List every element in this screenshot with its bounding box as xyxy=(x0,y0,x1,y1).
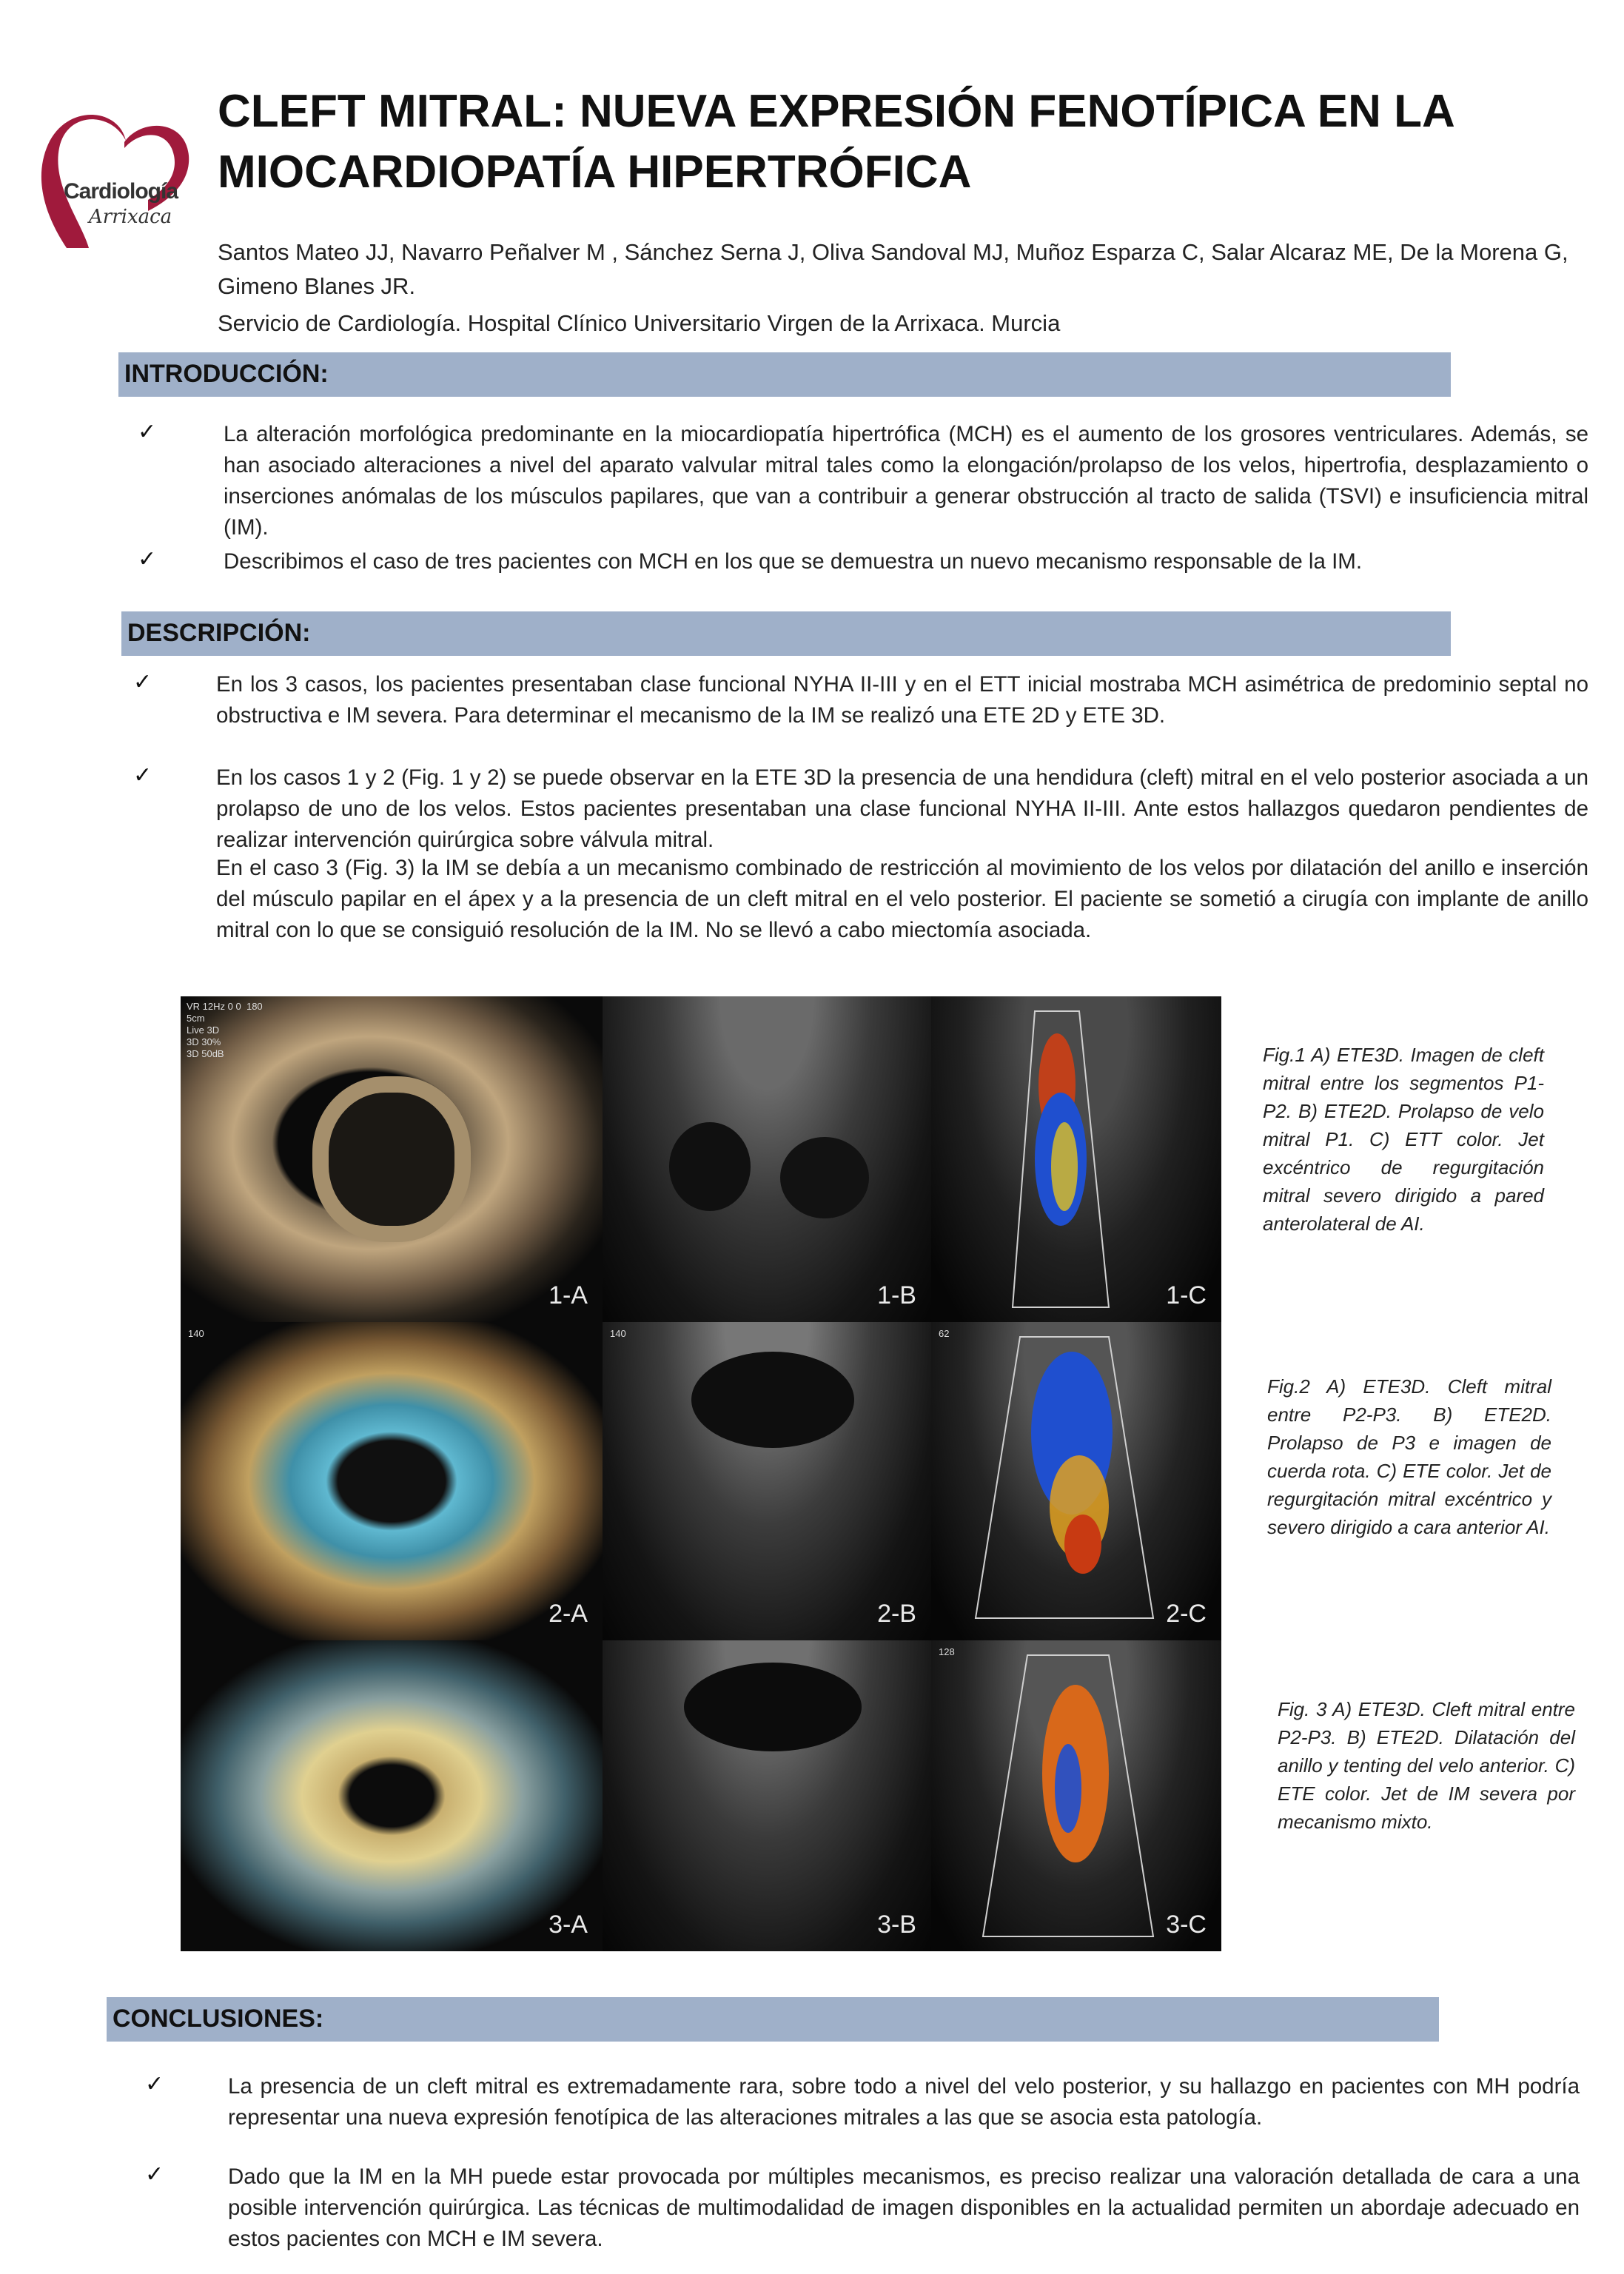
cardiologia-arrixaca-logo xyxy=(37,111,200,252)
desc-bullet-text: En los 3 casos, los pacientes presentaban clase funcional NYHA II-III y en el ETT inicial mostraba MCH asimétrica de predominio septal no obstructiva e IM severa. Para determinar el mecanismo de la IM se realizó una ETE 2D y ETE 3D. xyxy=(216,672,1588,728)
doppler-jet-icon xyxy=(931,1322,1221,1640)
desc-paragraph-case-3: En el caso 3 (Fig. 3) la IM se debía a un mecanismo combinado de restricción al movimiento de los velos por dilatación del anillo e inserción del músculo papilar en el ápex y a la presencia de un cleft mitral en el velo posterior. El paciente se sometió a cirugía con implante de anillo mitral con lo que se consiguió resolución de la IM. No se llevó a cabo miectomía asociada. xyxy=(216,856,1588,942)
doppler-jet-icon xyxy=(931,1640,1221,1951)
authors: Santos Mateo JJ, Navarro Peñalver M , Sánchez Serna J, Oliva Sandoval MJ, Muñoz Esparza C, Salar Alcaraz ME, De la Morena G, Gimeno Blanes JR. xyxy=(218,239,1568,299)
panel-label: 1-C xyxy=(1166,1281,1207,1309)
concl-bullet-text: La presencia de un cleft mitral es extremadamente rara, sobre todo a nivel del velo posterior, y su hallazgo en pacientes con MH podría representar una nueva expresión fenotípica de las alteraciones mitrales a las que se asocia esta patología. xyxy=(228,2074,1580,2130)
check-icon: ✓ xyxy=(138,419,157,445)
title-line-1: CLEFT MITRAL: NUEVA EXPRESIÓN FENOTÍPICA EN LA xyxy=(218,86,1455,137)
panel-label: 2-C xyxy=(1166,1600,1207,1628)
title-line-2: MIOCARDIOPATÍA HIPERTRÓFICA xyxy=(218,147,972,198)
panel-label: 2-B xyxy=(877,1600,916,1628)
panel-label: 1-B xyxy=(877,1281,916,1309)
check-icon: ✓ xyxy=(133,669,152,695)
chamber-dark xyxy=(691,1352,854,1448)
valve-orifice xyxy=(329,1093,454,1226)
check-icon: ✓ xyxy=(145,2161,164,2187)
concl-bullet-text: Dado que la IM en la MH puede estar provocada por múltiples mecanismos, es preciso realizar una valoración detallada de cara a una posible intervención quirúrgica. Las técnicas de multimodalidad de imagen disponibles en la actualidad permiten un abordaje adecuado en estos pacientes con MCH e IM severa. xyxy=(228,2164,1580,2251)
panel-3b-2d-echo xyxy=(603,1640,931,1951)
intro-bullet-text: Describimos el caso de tres pacientes con MCH en los que se demuestra un nuevo mecanismo responsable de la IM. xyxy=(224,549,1363,574)
panel-label: 3-B xyxy=(877,1911,916,1939)
panel-1c-color-doppler xyxy=(931,996,1221,1322)
angle-indicator: 140 xyxy=(188,1328,204,1339)
angle-indicator: 128 xyxy=(939,1646,955,1657)
check-icon: ✓ xyxy=(138,546,157,572)
panel-label: 3-A xyxy=(548,1911,588,1939)
panel-2b-2d-echo xyxy=(603,1322,931,1640)
chamber-dark xyxy=(780,1137,869,1218)
caption-fig-1: Fig.1 A) ETE3D. Imagen de cleft mitral entre los segmentos P1-P2. B) ETE2D. Prolapso de velo mitral P1. C) ETT color. Jet excéntrico de regurgitación mitral severo dirigido a pared anterolateral de AI. xyxy=(1263,1044,1544,1235)
poster-title xyxy=(218,81,1520,203)
check-icon: ✓ xyxy=(133,762,152,788)
section-header-introduccion: INTRODUCCIÓN: xyxy=(118,352,1451,397)
section-header-conclusiones: CONCLUSIONES: xyxy=(107,1997,1439,2042)
chamber-dark xyxy=(669,1122,751,1211)
panel-label: 3-C xyxy=(1166,1911,1207,1939)
echo-figure-grid xyxy=(181,996,1221,1951)
panel-2c-color-doppler xyxy=(931,1322,1221,1640)
panel-label: 2-A xyxy=(548,1600,588,1628)
panel-1a-overlay: VR 12Hz 0 0 180 5cm Live 3D 3D 30% 3D 50dB xyxy=(187,1001,263,1059)
panel-2a-3d-mitral xyxy=(181,1322,603,1640)
caption-fig-3: Fig. 3 A) ETE3D. Cleft mitral entre P2-P3. B) ETE2D. Dilatación del anillo y tenting del velo anterior. C) ETE color. Jet de IM severa por mecanismo mixto. xyxy=(1278,1698,1575,1833)
panel-1b-2d-echo xyxy=(603,996,931,1322)
logo-text: Cardiología xyxy=(64,179,178,204)
panel-3a-3d-mitral xyxy=(181,1640,603,1951)
doppler-jet-icon xyxy=(931,996,1221,1322)
angle-indicator: 140 xyxy=(610,1328,626,1339)
chamber-dark xyxy=(684,1663,862,1751)
panel-1a-3d-mitral xyxy=(181,996,603,1322)
intro-bullet-text: La alteración morfológica predominante en la miocardiopatía hipertrófica (MCH) es el aumento de los grosores ventriculares. Además, se han asociado alteraciones a nivel del aparato valvular mitral tales como la elongación/prolapso de los velos, hipertrofia, desplazamiento o inserciones anómalas de los músculos papilares, que van a contribuir a generar obstrucción al tracto de salida (TSVI) e insuficiencia mitral (IM). xyxy=(224,422,1588,540)
panel-label: 1-A xyxy=(548,1281,588,1309)
caption-fig-2: Fig.2 A) ETE3D. Cleft mitral entre P2-P3. B) ETE2D. Prolapso de P3 e imagen de cuerda rota. C) ETE color. Jet de regurgitación mitral excéntrico y severo dirigido a cara anterior AI. xyxy=(1267,1375,1551,1538)
angle-indicator: 62 xyxy=(939,1328,950,1339)
section-header-descripcion: DESCRIPCIÓN: xyxy=(121,611,1451,656)
desc-bullet-text: En los casos 1 y 2 (Fig. 1 y 2) se puede observar en la ETE 3D la presencia de una hendidura (cleft) mitral en el velo posterior asociada a un prolapso de uno de los velos. Estos pacientes presentaban una clase funcional NYHA II-III. Ante estos hallazgos quedaron pendientes de realizar intervención quirúrgica sobre válvula mitral. xyxy=(216,765,1588,852)
logo-script: Arrixaca xyxy=(89,206,172,228)
check-icon: ✓ xyxy=(145,2071,164,2097)
panel-3c-color-doppler xyxy=(931,1640,1221,1951)
affiliation: Servicio de Cardiología. Hospital Clínico Universitario Virgen de la Arrixaca. Murcia xyxy=(218,310,1061,336)
